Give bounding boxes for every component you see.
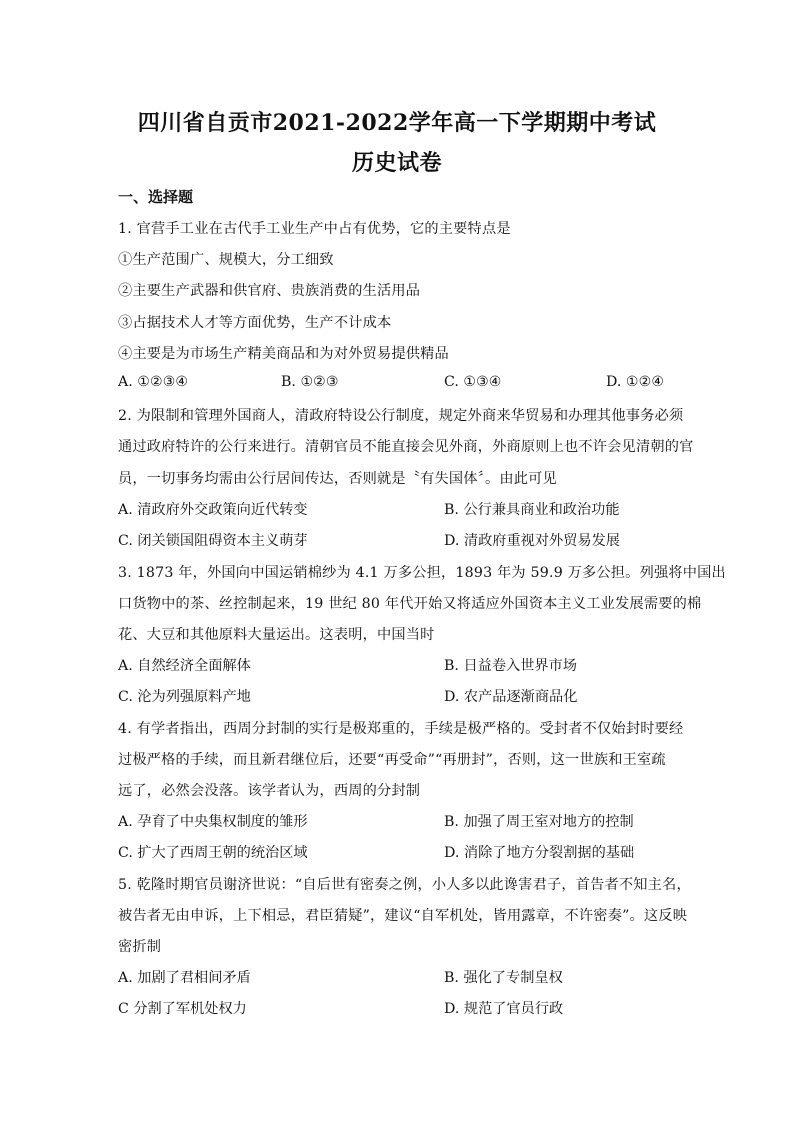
question-5-option-c: C 分割了军机处权力 <box>118 1001 247 1017</box>
question-5-option-a: A. 加剧了君相间矛盾 <box>118 970 251 986</box>
question-2-option-b: B. 公行兼具商业和政治功能 <box>444 502 620 518</box>
question-5-stem-line-1: 5. 乾隆时期官员谢济世说：“自后世有密奏之例，小人多以此谗害君子，首告者不知主名， <box>118 877 691 893</box>
question-5-stem-line-3: 密折制 <box>118 939 162 955</box>
question-5-option-d: D. 规范了官员行政 <box>444 1001 564 1017</box>
question-3-option-d: D. 农产品逐渐商品化 <box>444 689 578 705</box>
question-3-option-c: C. 沦为列强原料产地 <box>118 689 251 705</box>
section-heading: 一、选择题 <box>118 188 194 206</box>
question-1-item-1: ①生产范围广、规模大，分工细致 <box>118 252 334 268</box>
question-4-stem-line-2: 过极严格的手续，而且新君继位后，还要“再受命”“再册封”，否则，这一世族和王室疏 <box>118 752 666 768</box>
question-1-item-2: ②主要生产武器和供官府、贵族消费的生活用品 <box>118 283 421 299</box>
question-1-item-4: ④主要是为市场生产精美商品和为对外贸易提供精品 <box>118 346 449 362</box>
question-1-option-d: D. ①②④ <box>606 374 665 390</box>
question-2-stem-line-3: 员，一切事务均需由公行居间传达，否则就是〝有失国体〞。由此可见 <box>118 471 557 487</box>
question-2-stem-line-2: 通过政府特许的公行来进行。清朝官员不能直接会见外商，外商原则上也不许会见清朝的官 <box>118 439 694 455</box>
question-4-stem-line-3: 远了，必然会没落。该学者认为，西周的分封制 <box>118 783 421 799</box>
question-2-stem-line-1: 2. 为限制和管理外国商人，清政府特设公行制度，规定外商来华贸易和办理其他事务必须 <box>118 408 684 424</box>
question-5-option-b: B. 强化了专制皇权 <box>444 970 563 986</box>
question-4-option-b: B. 加强了周王室对地方的控制 <box>444 814 634 830</box>
question-1-option-b: B. ①②③ <box>281 374 339 390</box>
question-4-stem-line-1: 4. 有学者指出，西周分封制的实行是极郑重的，手续是极严格的。受封者不仅始封时要经 <box>118 721 684 737</box>
question-4-option-c: C. 扩大了西周王朝的统治区域 <box>118 845 308 861</box>
question-3-option-b: B. 日益卷入世界市场 <box>444 658 577 674</box>
question-2-option-c: C. 闭关锁国阻碍资本主义萌芽 <box>118 533 308 549</box>
question-1-item-3: ③占据技术人才等方面优势，生产不计成本 <box>118 315 392 331</box>
question-1-stem: 1. 官营手工业在古代手工业生产中占有优势，它的主要特点是 <box>118 221 511 237</box>
question-4-option-a: A. 孕育了中央集权制度的雏形 <box>118 814 308 830</box>
question-1-option-c: C. ①③④ <box>444 374 502 390</box>
question-3-stem-line-3: 花、大豆和其他原料大量运出。这表明，中国当时 <box>118 627 435 643</box>
question-3-option-a: A. 自然经济全面解体 <box>118 658 251 674</box>
question-2-option-d: D. 清政府重视对外贸易发展 <box>444 533 620 549</box>
exam-subtitle: 历史试卷 <box>351 150 442 176</box>
question-2-option-a: A. 清政府外交政策向近代转变 <box>118 502 308 518</box>
question-4-option-d: D. 消除了地方分裂割据的基础 <box>444 845 635 861</box>
question-1-option-a: A. ①②③④ <box>118 374 189 390</box>
exam-title: 四川省自贡市2021-2022学年高一下学期期中考试 <box>137 110 657 136</box>
question-5-stem-line-2: 被告者无由申诉，上下相忌，君臣猜疑”，建议“自军机处，皆用露章，不许密奏”。这反映 <box>118 908 688 924</box>
question-3-stem-line-1: 3. 1873 年，外国向中国运销棉纱为 4.1 万多公担，1893 年为 59.9 万多公担。列强将中国出 <box>118 565 726 581</box>
question-3-stem-line-2: 口货物中的茶、丝控制起来，19 世纪 80 年代开始又将适应外国资本主义工业发展需要的棉 <box>118 596 702 612</box>
